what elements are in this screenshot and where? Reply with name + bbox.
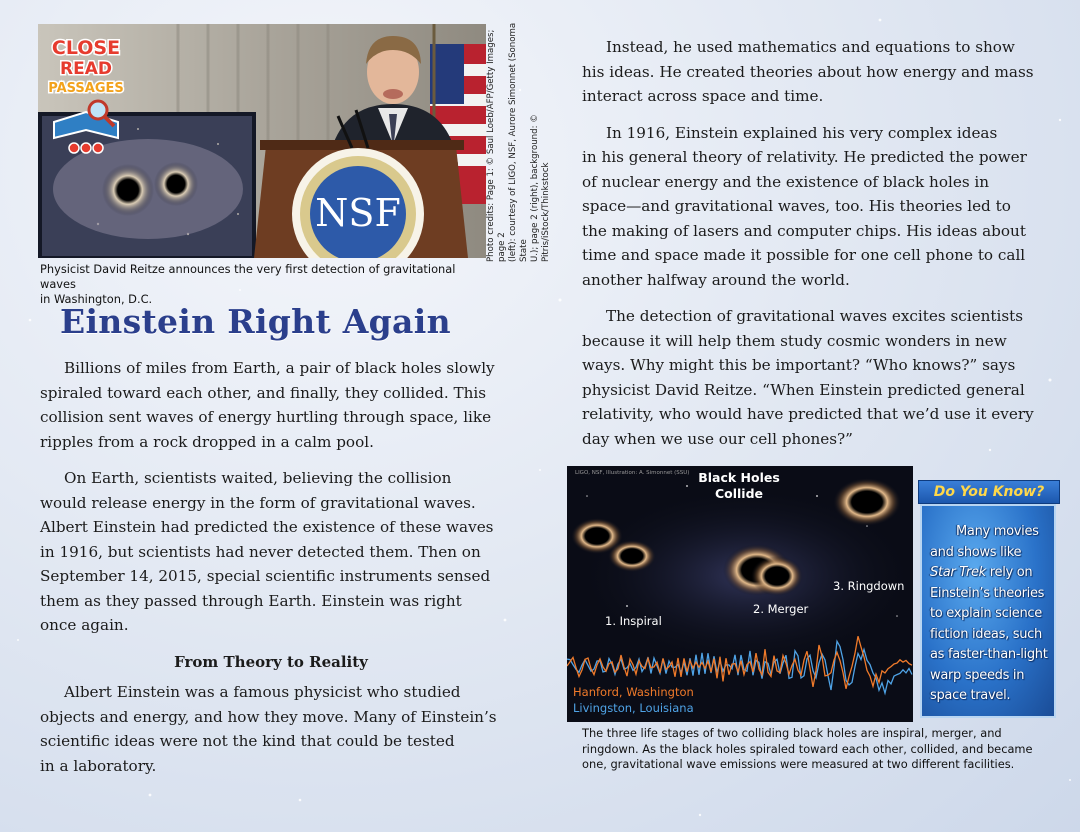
svg-text:READ: READ: [60, 59, 112, 79]
article-title: Einstein Right Again: [60, 302, 451, 341]
stage-label: 1. Inspiral: [605, 614, 662, 628]
close-read-passages-logo: [44, 30, 128, 156]
photo-credits: Photo credits: Page 1: © Saul Loeb/AFP/Getty Images; page 2 (left): courtesy of LIGO, NSF, Aurore Simonnet (Sonoma State U.); page 2 (right), background: © Pitris/iStock/Thinkstock: [486, 22, 551, 262]
star-trek-title: Star Trek: [930, 565, 986, 580]
paragraph: Albert Einstein was a famous physicist who studied objects and energy, and how they move. Many of Einstein’s scientific ideas were not the kind that could be tested in a laboratory.: [40, 683, 497, 775]
illustration-credit: LIGO, NSF, Illustration: A. Simonnet (SSU): [575, 470, 690, 476]
open-book-icon: [54, 112, 118, 138]
paragraph: In 1916, Einstein explained his very complex ideas in his general theory of relativity. He predicted the power of nuclear energy and the existence of black holes in space—and gravitational waves, too. His theories led to the making of lasers and computer chips. His ideas about time and space made it possible for one cell phone to call another halfway around the world.: [582, 123, 1027, 289]
do-you-know-body: Many movies and shows like Star Trek rely on Einstein’s theories to explain science fiction ideas, such as faster-than-light warp speeds in space travel.: [920, 504, 1056, 718]
photo-caption: Physicist David Reitze announces the very first detection of gravitational waves in Washington, D.C.: [40, 262, 456, 306]
paragraph: Instead, he used mathematics and equations to show his ideas. He created theories about how energy and mass interact across space and time.: [582, 38, 1034, 105]
illustration-title: Black Holes: [698, 470, 780, 485]
do-you-know-heading: Do You Know?: [918, 480, 1060, 504]
black-holes-collide-illustration: [567, 466, 913, 722]
stage-label: 3. Ringdown: [833, 579, 905, 593]
paragraph: Billions of miles from Earth, a pair of black holes slowly spiraled toward each other, and finally, they collided. This collision sent waves of energy hurtling through space, like ripples from a rock dropped in a calm pool.: [40, 359, 495, 451]
magnifier-icon: [89, 101, 107, 119]
stage-label: 2. Merger: [753, 602, 809, 616]
svg-text:PASSAGES: PASSAGES: [48, 81, 124, 96]
paragraph: On Earth, scientists waited, believing the collision would release energy in the form of gravitational waves. Albert Einstein had predicted the existence of these waves in 1916, but scientists had never detected them. Then on September 14, 2015, special scientific instruments sensed them as they passed through Earth. Einstein was right once again.: [40, 469, 494, 634]
illustration-title: Collide: [714, 486, 764, 501]
svg-text:CLOSE: CLOSE: [51, 37, 121, 59]
illustration-caption: The three life stages of two colliding black holes are inspiral, merger, and ringdown. As the black holes spiraled toward each other, collided, and became one, gravitational wave emissions were measured at two different facilities.: [582, 726, 1033, 771]
section-subhead: From Theory to Reality: [174, 652, 368, 671]
legend-livingston: Livingston, Louisiana: [573, 701, 694, 715]
legend-hanford: Hanford, Washington: [573, 685, 694, 699]
right-column: [582, 35, 1042, 463]
paragraph: The detection of gravitational waves excites scientists because it will help them study cosmic wonders in new ways. Why might this be important? “Who knows?” says physicist David Reitze. “When Einstein predicted general relativity, who would have predicted that we’d use it every day when we use our cell phones?”: [582, 307, 1034, 448]
left-column: [40, 356, 502, 790]
nsf-podium-label: NSF: [315, 191, 401, 235]
do-you-know-box: [918, 478, 1058, 720]
